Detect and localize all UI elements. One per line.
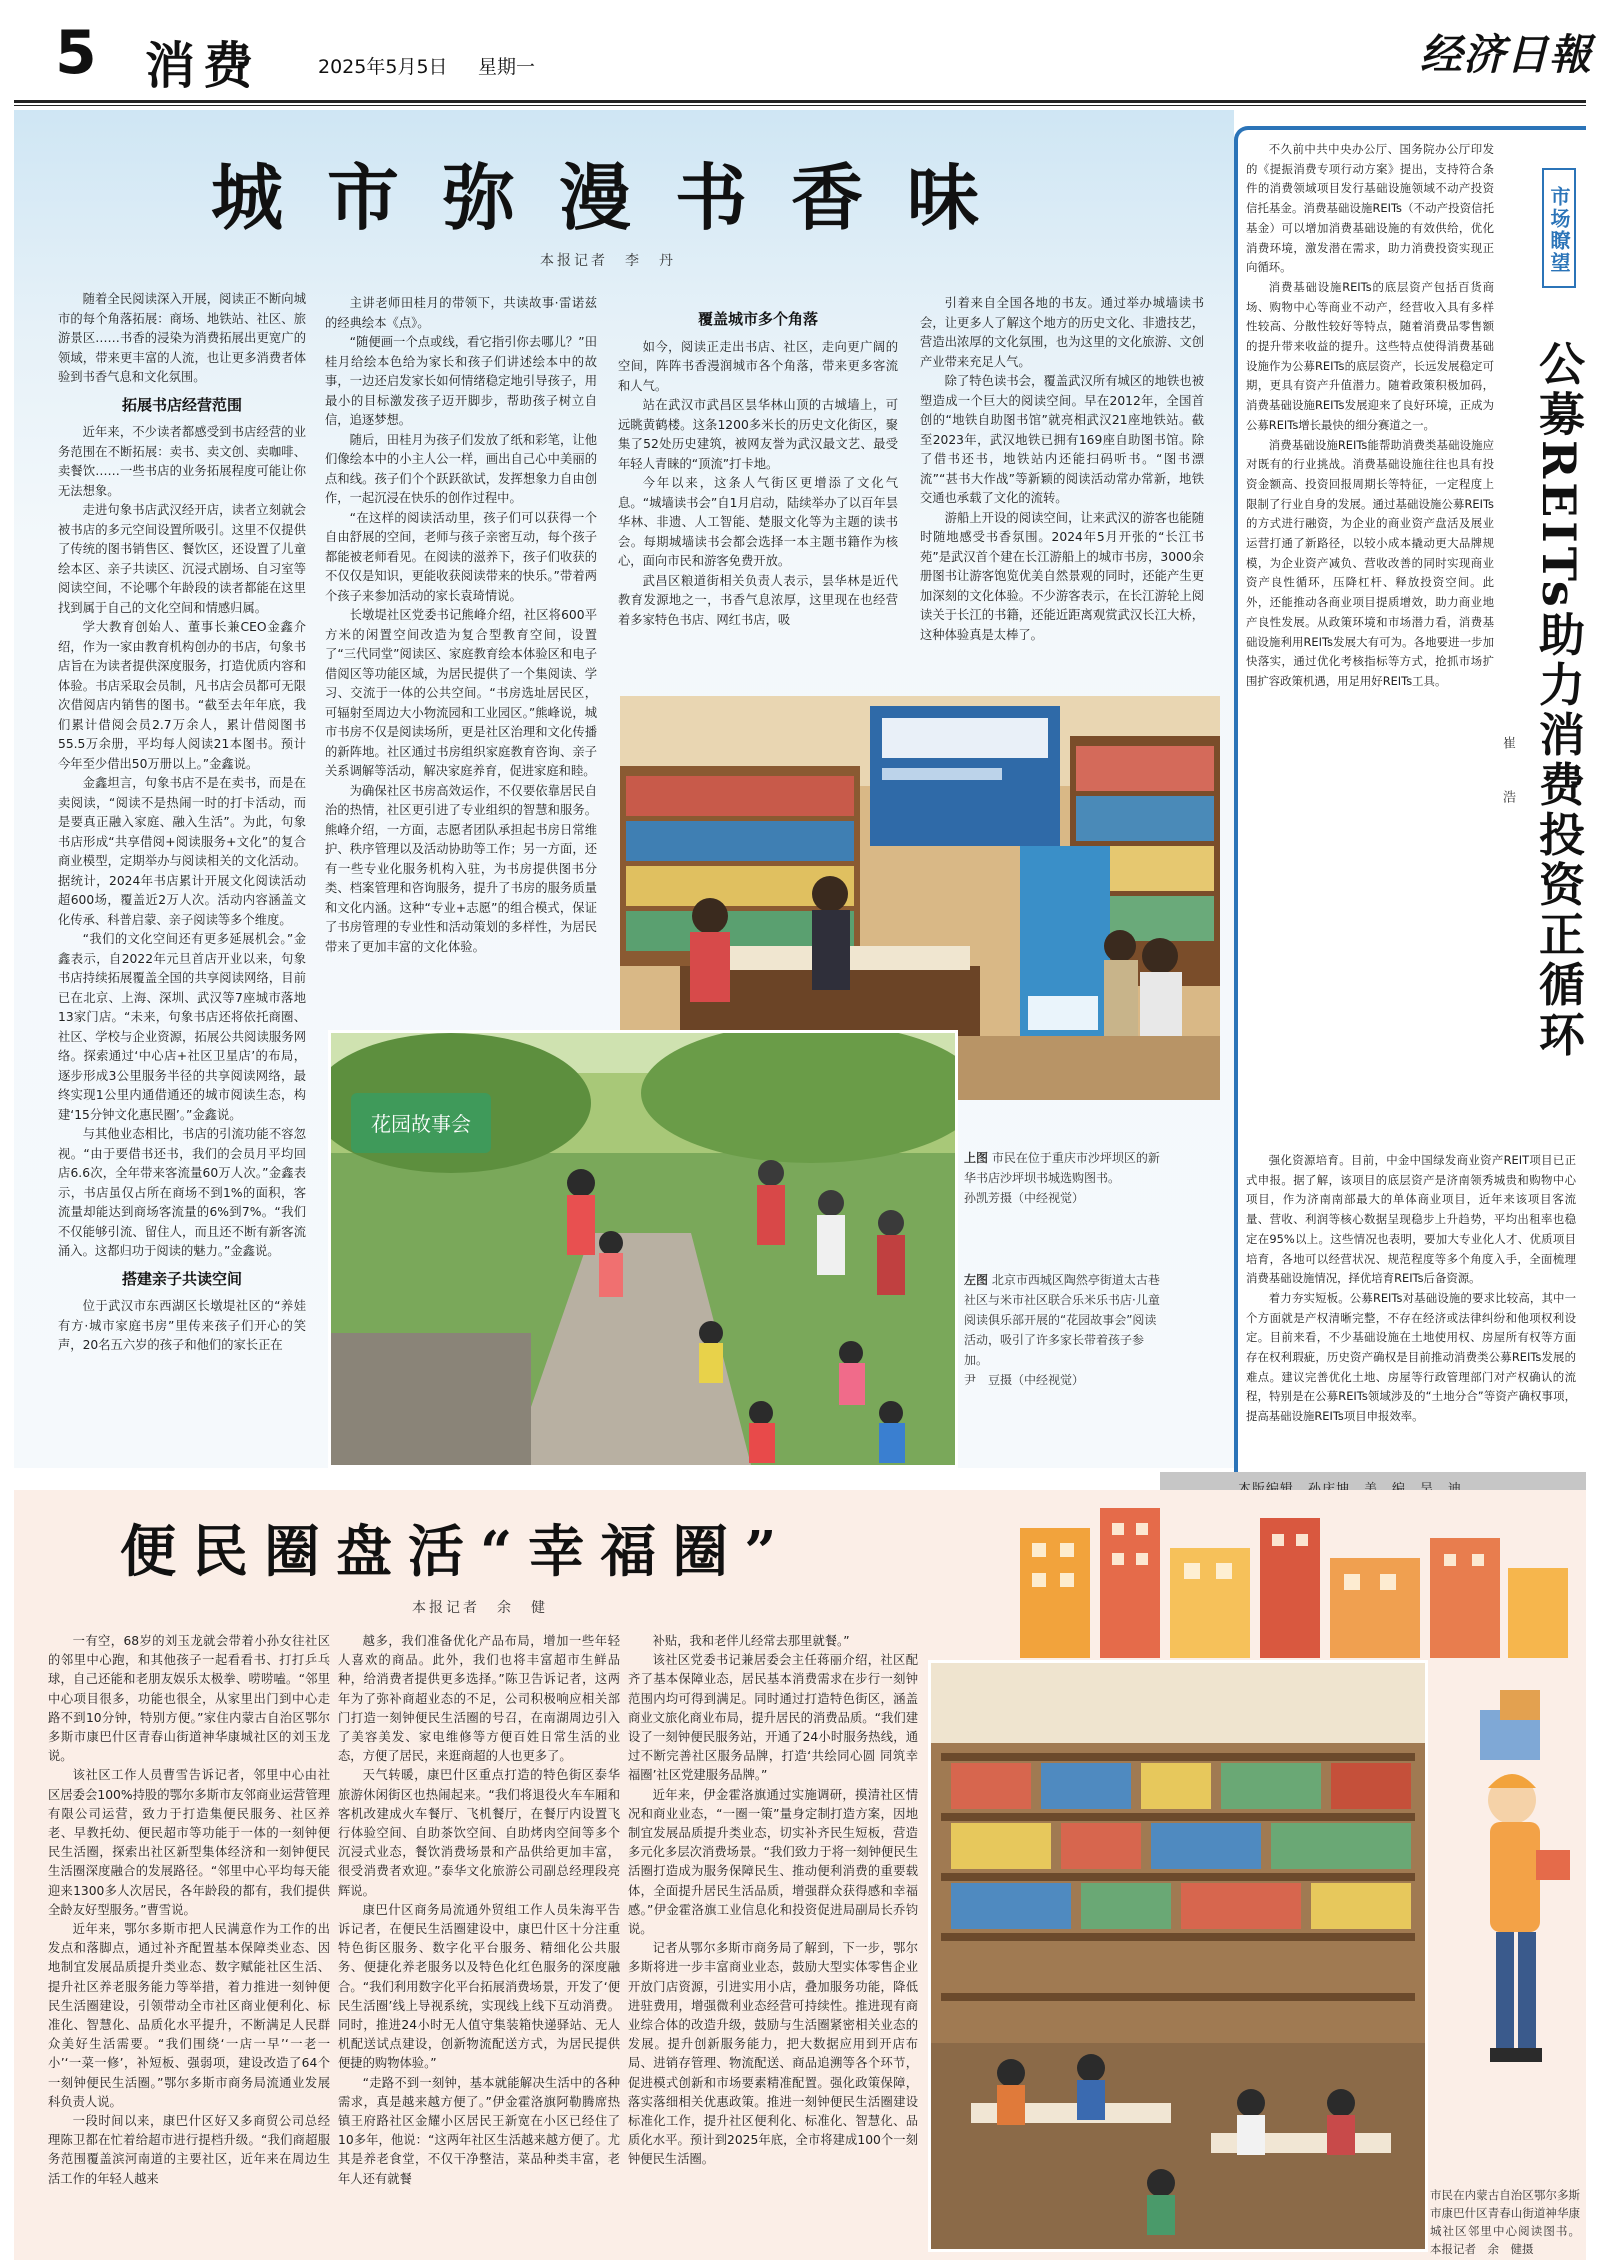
section-name: 消费 <box>145 36 261 95</box>
caption-left-credit: 尹 豆摄（中经视觉） <box>964 1373 1085 1387</box>
article1-subhead-2: 搭建亲子共读空间 <box>121 1269 242 1288</box>
publication-date: 2025年5月5日 <box>318 56 448 78</box>
sidebar-author: 崔 浩 <box>1500 736 1515 817</box>
library-photo-illustration <box>931 1663 1425 2249</box>
header-rule <box>14 100 1586 103</box>
paragraph: 消费基础设施REITs能帮助消费类基础设施应对既有的行业挑战。消费基础设施往往也具有投资金额高、投资回报周期长等特征，一定程度上限制了行业自身的发展。通过基础设施公募REITs的方式进行融资，为企业的商业资产盘活及展业运营打通了新路径，以较小成本撬动更大品牌规模，为企业资产减负、营收改善的同时实现商业资产良性循环，压降杠杆、释放投资空间。此外，还能推动各商业项目提质增效，助力商业地产良性发展。从政策环境和市场潜力看，消费基础设施利用REITs发展大有可为。各地要进一步加快落实，通过优化考核指标等方式，抢抓市场扩围扩容政策机遇，用足用好REITs工具。 <box>1246 437 1494 688</box>
neighborhood-center-photo <box>928 1660 1428 2252</box>
caption-top <box>964 1148 1164 1208</box>
paragraph: 今年以来，这条人气街区更增添了文化气息。“城墙读书会”自1月启动，陆续举办了以百年昙华林、非遗、人工智能、楚服文化等为主题的读书会。每期城墙读书会都会选择一本主题书籍作为核心，面向市民和游客免费开放。 <box>618 476 898 568</box>
caption-top-credit: 孙凯芳摄（中经视觉） <box>964 1191 1085 1205</box>
paragraph: 补贴，我和老伴儿经常去那里就餐。” <box>652 1634 850 1648</box>
article2-column-3 <box>628 1632 918 2170</box>
paragraph: 位于武汉市东西湖区长墩堤社区的“养娃有方·城市家庭书房”里传来孩子们开心的笑声，20名五六岁的孩子和他们的家长正在 <box>58 1299 306 1352</box>
paragraph: 随后，田桂月为孩子们发放了纸和彩笔，让他们像绘本中的小主人公一样，画出自己心中美丽的点和线。孩子们个个跃跃欲试，发挥想象力自由创作，一起沉浸在快乐的创作过程中。 <box>325 432 597 505</box>
page-number: 5 <box>55 18 97 88</box>
paragraph: 长墩堤社区党委书记熊峰介绍，社区将600平方米的闲置空间改造为复合型教育空间，设置了“三代同堂”阅读区、家庭教育绘本体验区和电子借阅区等功能区域，为居民提供了一个集阅读、学习、交流于一体的公共空间。“书房选址居民区，可辐射至周边大小物流园和工业园区。”熊峰说，城市书房不仅是阅读场所，更是社区治理和文化传播的新阵地。社区通过书房组织家庭教育咨询、亲子关系调解等活动，解决家庭养育，促进家庭和睦。 <box>325 608 597 778</box>
paragraph: 记者从鄂尔多斯市商务局了解到，下一步，鄂尔多斯将进一步丰富商业业态，鼓励大型实体零售企业开放门店资源，引进实用小店，叠加服务功能，降低进驻费用，增强微利业态经营可持续性。推进现有商业综合体的改造升级，鼓励与生活圈紧密相关业态的发展。提升创新服务能力，把大数据应用到开店布局、进销存管理、物流配送、商品追溯等各个环节，促进模式创新和市场要素精准配置。强化政策保障，落实落细相关优惠政策。推进一刻钟便民生活圈建设标准化工作，提升社区便利化、标准化、智慧化、品质化水平。预计到2025年底，全市将建成100个一刻钟便民生活圈。 <box>628 1941 918 2167</box>
article1-subhead-1: 拓展书店经营范围 <box>121 395 242 414</box>
paragraph: 为确保社区书房高效运作，不仅要依靠居民自治的热情，社区更引进了专业组织的智慧和服务。熊峰介绍，一方面，志愿者团队承担起书房日常维护、秩序管理以及活动协助等工作；另一方面，还有一些专业化服务机构入驻，为书房提供图书分类、档案管理和咨询服务，提升了书房的服务质量和文化内涵。这种“专业+志愿”的组合模式，保证了书房管理的专业性和活动策划的多样性，为居民带来了更加丰富的文化体验。 <box>325 783 597 954</box>
article1-lead: 随着全民阅读深入开展，阅读正不断向城市的每个角落拓展：商场、地铁站、社区、旅游景区……书香的浸染为消费拓展出更宽广的领域，带来更丰富的人流，也让更多消费者体验到书香气息和文化氛围。 <box>58 292 306 384</box>
caption-top-text: 市民在位于重庆市沙坪坝区的新华书店沙坪坝书城选购图书。 <box>964 1151 1160 1185</box>
paragraph: 学大教育创始人、董事长兼CEO金鑫介绍，作为一家由教育机构创办的书店，句象书店旨在为读者提供深度服务，打造优质内容和体验。书店采取会员制，凡书店会员都可无限次借阅店内销售的图书。“截至去年年底，我们累计借阅会员2.7万余人，累计借阅图书55.5万余册，平均每人阅读21本图书。预计今年至少借出50万册以上。”金鑫说。 <box>58 620 306 771</box>
caption-left-tag: 左图 <box>964 1273 989 1287</box>
paragraph: 如今，阅读正走出书店、社区，走向更广阔的空间，阵阵书香漫润城市各个角落，带来更多客流和人气。 <box>618 339 898 393</box>
paragraph: 越多，我们准备优化产品布局，增加一些年轻人喜欢的商品。此外，我们也将丰富超市生鲜品种，给消费者提供更多选择。”陈卫告诉记者，这两年为了弥补商超业态的不足，公司积极响应相关部门打造一刻钟便民生活圈的号召，在南湖周边引入了美容美发、家电维修等方便百姓日常生活的业态，方便了居民，来逛商超的人也更多了。 <box>338 1634 620 1764</box>
paragraph: 引着来自全国各地的书友。通过举办城墙读书会，让更多人了解这个地方的历史文化、非遗技艺，营造出浓厚的文化氛围，也为这里的文化旅游、文创产业带来充足人气。 <box>920 296 1204 369</box>
paragraph: 一段时间以来，康巴什区好又多商贸公司总经理陈卫都在忙着给超市进行提档升级。“我们商超服务范围覆盖滨河南道的主要社区，近年来在周边生活工作的年轻人越来 <box>48 2114 330 2186</box>
paragraph: 近年来，伊金霍洛旗通过实施调研，摸清社区情况和商业业态，“一圈一策”量身定制打造方案，因地制宜发展品质提升类业态，切实补齐民生短板，营造多元化多层次消费场景。“我们致力于将一刻钟便民生活圈打造成为服务保障民生、推动便利消费的重要载体，全面提升居民生活品质，增强群众获得感和幸福感。”伊金霍洛旗工业信息化和投资促进局副局长乔钧说。 <box>628 1787 918 1937</box>
sidebar-headline: 公募REITs助力消费投资正循环 <box>1532 340 1586 1061</box>
article1-subhead-3: 覆盖城市多个角落 <box>697 310 818 328</box>
paragraph: 金鑫坦言，句象书店不是在卖书，而是在卖阅读，“阅读不是热闹一时的打卡活动，而是要真正融入家庭、融入生活”。为此，句象书店形成“共享借阅+阅读服务+文化”的复合商业模型，定期举办与阅读相关的文化活动。据统计，2024年书店累计开展文化阅读活动超600场，覆盖近2万人次。活动内容涵盖文化传承、科普启蒙、亲子阅读等多个维度。 <box>58 776 306 927</box>
paragraph: “我们的文化空间还有更多延展机会。”金鑫表示，自2022年元旦首店开业以来，句象书店持续拓展覆盖全国的共享阅读网络，目前已在北京、上海、深圳、武汉等7座城市落地13家门店。“未来，句象书店还将依托商圈、社区、学校与企业资源，拓展公共阅读服务网络。探索通过‘中心店+社区卫星店’的布局，逐步形成3公里服务半径的共享阅读网络，最终实现1公里内通借通还的城市阅读生态，构建‘15分钟文化惠民圈’。”金鑫说。 <box>58 932 306 1122</box>
masthead <box>0 0 1600 96</box>
paragraph: 该社区党委书记兼居委会主任蒋丽介绍，社区配齐了基本保障业态，居民基本消费需求在步行一刻钟范围内均可得到满足。同时通过打造特色街区，涵盖商业文旅化商业布局，提升居民的消费品质。“我们建设了一刻钟便民服务站，开通了24小时服务热线，通过不断完善社区服务品牌，打造‘共绘同心圆 同筑幸福圈’社区党建服务品牌。” <box>628 1653 918 1783</box>
paragraph: 不久前中共中央办公厅、国务院办公厅印发的《提振消费专项行动方案》提出，支持符合条件的消费领域项目发行基础设施领域不动产投资信托基金。消费基础设施REITs（不动产投资信托基金）可以增加消费基础设施的有效供给，优化消费环境，激发潜在需求，助力消费投资实现正向循环。 <box>1246 142 1494 275</box>
article1-column-3 <box>618 302 898 630</box>
sign-text: 花园故事会 <box>371 1112 471 1136</box>
article2-caption-credit: 本报记者 余 健摄 <box>1430 2242 1534 2256</box>
paragraph: 除了特色读书会，覆盖武汉所有城区的地铁也被塑造成一个巨大的阅读空间。早在2012年，全国首创的“地铁自助图书馆”就亮相武汉21座地铁站。截至2023年，武汉地铁已拥有169座自助图书馆。除了借书还书，地铁站内还能扫码听书。“图书漂流”“甚书大作战”等新颖的阅读活动常办常新，地铁交通也承载了文化的流转。 <box>920 374 1204 505</box>
article1-byline: 本报记者 李 丹 <box>540 253 676 269</box>
paragraph: 着力夯实短板。公募REITs对基础设施的要求比较高，其中一个方面就是产权清晰完整，不存在经济或法律纠纷和他项权利设定。目前来看，不少基础设施在土地使用权、房屋所有权等方面存在权利瑕疵，历史资产确权是目前推动消费类公募REITs发展的难点。建议完善优化土地、房屋等行政管理部门对产权确认的流程，特别是在公募REITs领域涉及的“土地分合”等资产确权事项，提高基础设施REITs项目申报效率。 <box>1246 1290 1576 1424</box>
paragraph: 该社区工作人员曹雪告诉记者，邻里中心由社区居委会100%持股的鄂尔多斯市友邻商业运营管理有限公司运营，致力于打造集便民服务、社区养老、早教托幼、便民超市等功能于一体的一刻钟便民生活圈，探索出社区新型集体经济和一刻钟便民生活圈深度融合的发展路径。“邻里中心平均每天能迎来1300多人次居民，各年龄段的都有，我们提供全龄友好型服务。”曹雪说。 <box>48 1768 330 1917</box>
sidebar-column <box>1234 126 1586 1490</box>
paragraph: 走进句象书店武汉经开店，读者立刻就会被书店的多元空间设置所吸引。这里不仅提供了传统的图书销售区、餐饮区，还设置了儿童绘本区、亲子共读区、沉浸式剧场、自习室等阅读空间，不论哪个年龄段的读者都能在这里找到属于自己的文化空间和情感归属。 <box>58 503 306 615</box>
figure-graphic <box>1440 1650 1580 2170</box>
paragraph: 康巴什区商务局流通外贸组工作人员朱海平告诉记者，在便民生活圈建设中，康巴什区十分注重特色街区服务、数字化平台服务、精细化公共服务、便捷化养老服务以及特色化红色服务的深度融合。“我们利用数字化平台拓展消费场景，开发了‘便民生活圈’线上导视系统，实现线上线下互动消费。同时，推进24小时无人值守集装箱快递驿站、无人机配送试点建设，创新物流配送方式，为居民提供便捷的购物体验。” <box>338 1902 620 2071</box>
paragraph: “走路不到一刻钟，基本就能解决生活中的各种需求，真是越来越方便了。”伊金霍洛旗阿勒腾席热镇王府路社区金耀小区居民王新宽在小区已经住了10多年，他说：“这两年社区生活越来越方便了。尤其是养老食堂，不仅干净整洁，菜品种类丰富，老年人还有就餐 <box>338 2075 620 2186</box>
header-rule-thin <box>14 105 1586 106</box>
paragraph: 强化资源培育。目前，中金中国绿发商业资产REIT项目已正式申报。据了解，该项目的底层资产是济南领秀城贵和购物中心项目，作为济南南部最大的单体商业项目，近年来该项目客流量、营收、利润等核心数据呈现稳步上升趋势，平均出租率也稳定在95%以上。这些情况也表明，要加大专业化人才、优质项目培育，各地可以经营状况、规范程度等多个角度入手，全面梳理消费基础设施情况，择优培育REITs后备资源。 <box>1246 1153 1576 1286</box>
paragraph: “在这样的阅读活动里，孩子们可以获得一个自由舒展的空间，老师与孩子亲密互动，每个孩子都能被老师看见。在阅读的滋养下，孩子们收获的不仅仅是知识，更能收获阅读带来的快乐。”带着两个孩子来参加活动的家长袁琦情说。 <box>325 510 597 603</box>
park-photo-illustration <box>331 1033 955 1465</box>
city-buildings-illustration <box>960 1498 1580 1658</box>
paragraph: 近年来，不少读者都感受到书店经营的业务范围在不断拓展：卖书、卖文创、卖咖啡、卖餐饮……一些书店的业务拓展程度可能让你无法想象。 <box>58 425 306 498</box>
article2-photo-caption <box>1430 2186 1580 2258</box>
sidebar-body-wide <box>1246 1151 1576 1427</box>
sidebar-column-label: 市场瞭望 <box>1542 168 1576 288</box>
paragraph: 天气转暖，康巴什区重点打造的特色街区泰华旅游休闲街区也热闹起来。“我们将退役火车车厢和客机改建成火车餐厅、飞机餐厅，在餐厅内设置飞行体验空间、自助茶饮空间、自助烤肉空间等多个沉浸式业态，餐饮消费场景和产品供给更加丰富，很受消费者欢迎。”泰华文化旅游公司副总经理段亮辉说。 <box>338 1768 620 1898</box>
paragraph: “随便画一个点或线，看它指引你去哪儿？”田桂月给绘本色给为家长和孩子们讲述绘本中的故事，一边还启发家长如何情绪稳定地引导孩子，用最小的目标激发孩子迈开脚步，帮助孩子树立自信，追逐梦想。 <box>325 335 597 427</box>
caption-top-tag: 上图 <box>964 1151 989 1165</box>
newspaper-logo: 经济日報 <box>1420 30 1593 79</box>
paragraph: 一有空，68岁的刘玉龙就会带着小孙女往社区的邻里中心跑，和其他孩子一起看看书、打打乒乓球，自己还能和老朋友娱乐太极拳、唠唠嗑。“邻里中心项目很多，功能也很全，从家里出门到中心走路不到10分钟，特别方便。”家住内蒙古自治区鄂尔多斯市康巴什区青春山街道神华康城社区的刘玉龙说。 <box>48 1634 330 1764</box>
caption-left <box>964 1270 1164 1390</box>
article1-column-2 <box>325 294 597 957</box>
sidebar-body-narrow <box>1246 140 1494 692</box>
article2-headline: 便民圈盘活“幸福圈” <box>120 1519 793 1585</box>
buildings-graphic <box>960 1498 1580 1658</box>
publication-weekday: 星期一 <box>478 56 536 78</box>
paragraph: 游船上开设的阅读空间，让来武汉的游客也能随时随地感受书香氛围。2024年5月开张的“长江书苑”是武汉首个建在长江游船上的城市书房，3000余册图书让游客饱览优美自然景观的同时，还能产生更加深刻的文化体验。不少游客表示，在长江游轮上阅读关于长江的书籍，还能近距离观赏武汉长江大桥，这种体验真是太棒了。 <box>920 510 1204 642</box>
caption-left-text: 北京市西城区陶然亭街道太古巷社区与米市社区联合乐米乐书店·儿童阅读俱乐部开展的“花园故事会”阅读活动，吸引了许多家长带着孩子参加。 <box>964 1273 1160 1367</box>
paragraph: 与其他业态相比，书店的引流功能不容忽视。“由于要借书还书，我们的会员月平均回店6.6次，全年带来客流量60万人次。”金鑫表示，书店虽仅占所在商场不到1%的面积，客流量却能达到商场客流量的6%到7%。“我们不仅能够引流、留住人，而且还不断有新客流涌入。这都归功于阅读的魅力。”金鑫说。 <box>58 1127 306 1258</box>
park-storytelling-photo <box>328 1030 958 1468</box>
article2-byline: 本报记者 余 健 <box>412 1600 548 1616</box>
paragraph: 主讲老师田桂月的带领下，共读故事·雷诺兹的经典绘本《点》。 <box>325 296 597 330</box>
article2-caption-text: 市民在内蒙古自治区鄂尔多斯市康巴什区青春山街道神华康城社区邻里中心阅读图书。 <box>1430 2188 1580 2238</box>
paragraph: 近年来，鄂尔多斯市把人民满意作为工作的出发点和落脚点，通过补齐配置基本保障类业态、因地制宜发展品质提升类业态、数字赋能社区生活、提升社区养老服务能力等举措，着力推进一刻钟便民生活圈建设，引领带动全市社区商业便利化、标准化、智慧化、品质化水平提升，不断满足人民群众美好生活需要。“我们围绕‘一店一早’‘一老一小’‘一菜一修’，补短板、强弱项，建设改造了64个一刻钟便民生活圈。”鄂尔多斯市商务局流通业发展科负责人说。 <box>48 1922 330 2109</box>
paragraph: 消费基础设施REITs的底层资产包括百货商场、购物中心等商业不动产，经营收入具有多样性较高、分散性较好等特点，随着消费品零售额的提升带来收益的提升。这些特点使得消费基础设施作为公募REITs的底层资产，长远发展稳定可期，更具有资产升值潜力。随着政策积极加码，消费基础设施REITs发展迎来了良好环境，正成为公募REITs增长最快的细分赛道之一。 <box>1246 279 1494 432</box>
article2-column-1 <box>48 1632 330 2189</box>
article1-column-4 <box>920 294 1204 645</box>
article1-headline: 城市弥漫书香味 <box>210 155 1023 240</box>
article1-column-1 <box>58 290 306 1356</box>
delivery-person-illustration <box>1440 1650 1580 2170</box>
paragraph: 站在武汉市武昌区昙华林山顶的古城墙上，可远眺黄鹤楼。这条1200多米长的历史文化街区，聚集了52处历史建筑，被网友誉为武汉最文艺、最受年轻人青睐的“顶流”打卡地。 <box>618 398 898 471</box>
article2-column-2 <box>338 1632 620 2189</box>
paragraph: 武昌区粮道街相关负责人表示，昙华林是近代教育发源地之一，书香气息浓厚，这里现在也经营着多家特色书店、网红书店，吸 <box>618 573 898 627</box>
